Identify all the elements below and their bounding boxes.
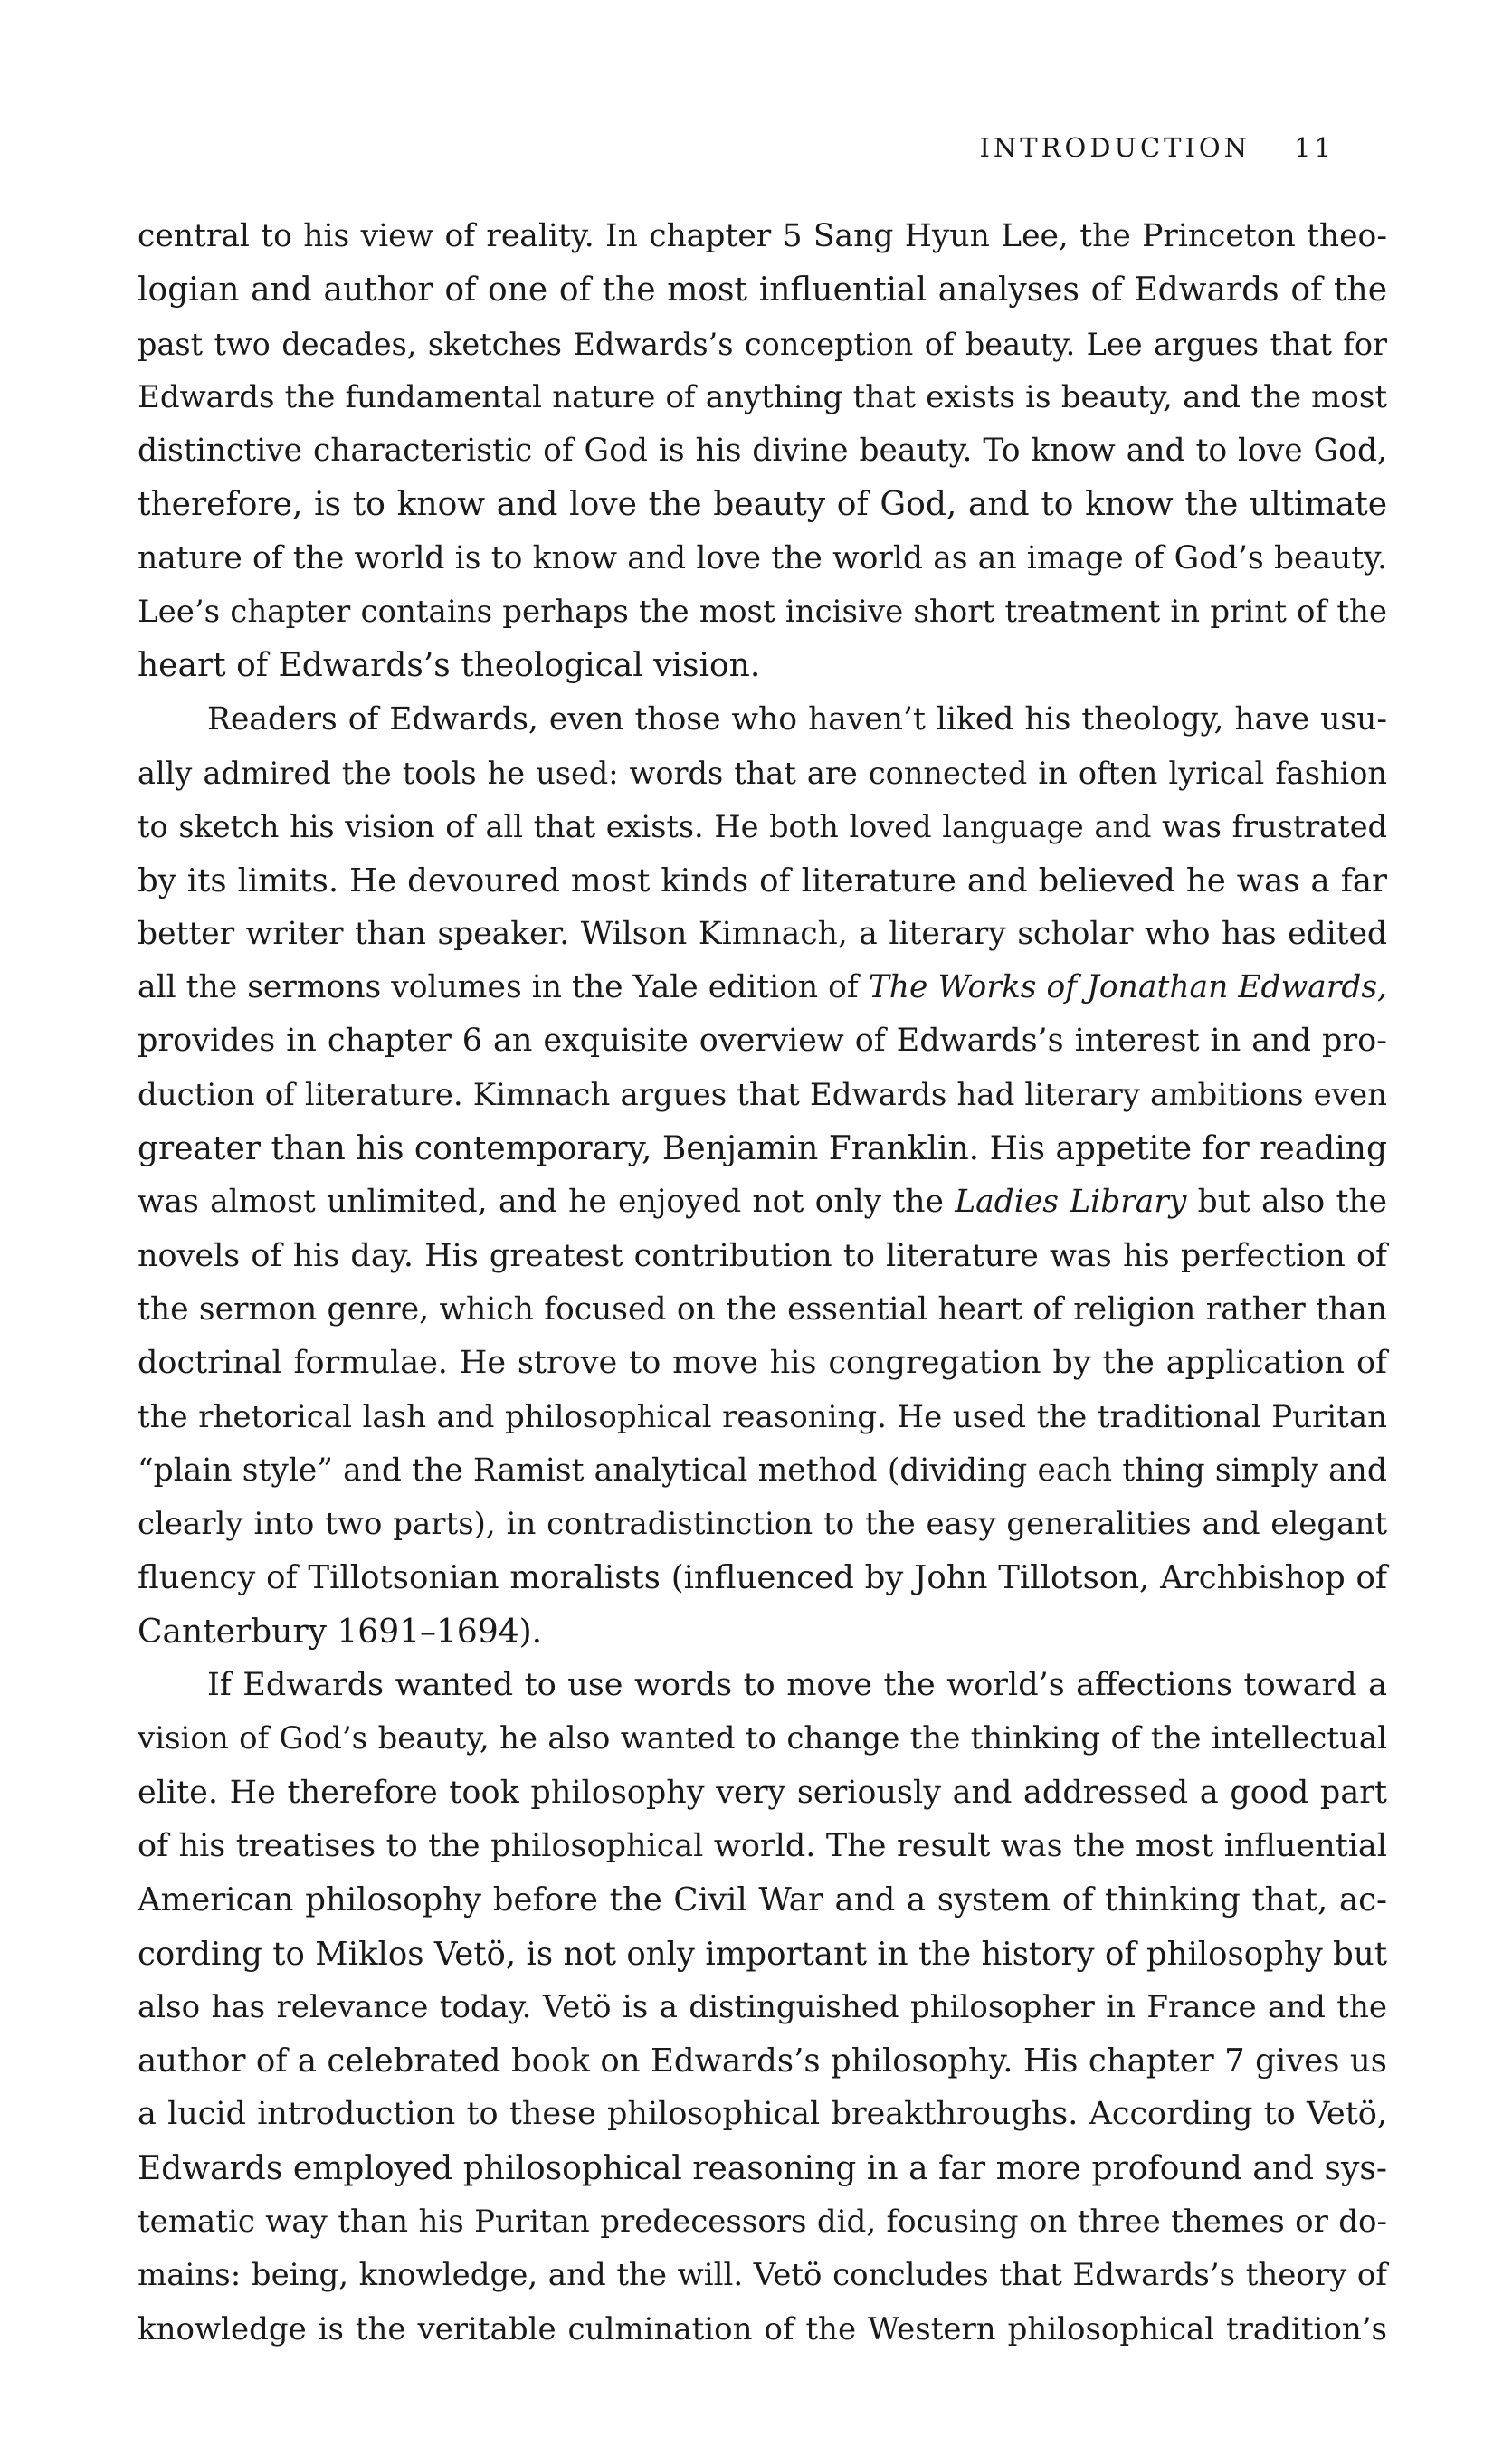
text-segment: was almost unlimited, and he enjoyed not only the — [138, 1184, 956, 1221]
text-line: therefore, is to know and love the beauty of God, and to know the ultimate — [138, 486, 1387, 524]
text-line: past two decades, sketches Edwards’s conception of beauty. Lee argues that for — [138, 326, 1387, 362]
paragraph-2 — [138, 693, 1387, 1659]
text-line: of his treatises to the philosophical world. The result was the most influential — [138, 1827, 1387, 1864]
italic-book-title: Ladies Library — [955, 1184, 1187, 1221]
text-line-with-italic — [138, 961, 1387, 1014]
text-line: knowledge is the veritable culmination of the Western philosophical tradition’s — [138, 2310, 1387, 2347]
page-number: 11 — [1294, 132, 1335, 163]
text-line-with-italic — [138, 1176, 1387, 1229]
paragraph-1 — [138, 210, 1387, 693]
text-line: novels of his day. His greatest contribution to literature was his perfection of — [138, 1237, 1387, 1274]
text-line: Readers of Edwards, even those who haven’t liked his theology, have usu- — [207, 700, 1387, 738]
running-head — [979, 132, 1335, 163]
paragraph-3 — [138, 1659, 1387, 2357]
text-line: vision of God’s beauty, he also wanted to change the thinking of the intellectual — [138, 1720, 1387, 1757]
text-line: provides in chapter 6 an exquisite overview of Edwards’s interest in and pro- — [138, 1023, 1387, 1060]
text-line: tematic way than his Puritan predecessors did, focusing on three themes or do- — [138, 2203, 1387, 2240]
text-line: the sermon genre, which focused on the essential heart of religion rather than — [138, 1290, 1387, 1328]
text-line: also has relevance today. Vetö is a distinguished philosopher in France and the — [138, 1988, 1387, 2025]
text-segment: but also the — [1186, 1184, 1387, 1221]
text-line: Canterbury 1691–1694). — [138, 1613, 543, 1651]
text-line: “plain style” and the Ramist analytical method (dividing each thing simply and — [138, 1452, 1387, 1489]
text-line: heart of Edwards’s theological vision. — [138, 647, 761, 685]
running-head-title: INTRODUCTION — [979, 132, 1251, 163]
italic-book-title: The Works of Jonathan Edwards, — [868, 969, 1387, 1006]
text-line: Lee’s chapter contains perhaps the most incisive short treatment in print of the — [138, 594, 1387, 631]
text-line: a lucid introduction to these philosophical breakthroughs. According to Vetö, — [138, 2096, 1387, 2133]
text-line: American philosophy before the Civil War and a system of thinking that, ac- — [138, 1881, 1387, 1919]
text-segment: all the sermons volumes in the Yale edition of — [138, 969, 869, 1006]
text-line: central to his view of reality. In chapter 5 Sang Hyun Lee, the Princeton theo- — [138, 218, 1387, 254]
text-line: logian and author of one of the most influential analyses of Edwards of the — [138, 271, 1387, 309]
text-line: ally admired the tools he used: words that are connected in often lyrical fashion — [138, 755, 1387, 791]
text-line: doctrinal formulae. He strove to move his congregation by the application of — [138, 1345, 1387, 1382]
text-line: mains: being, knowledge, and the will. Vetö concludes that Edwards’s theory of — [138, 2257, 1387, 2294]
text-line: greater than his contemporary, Benjamin Franklin. His appetite for reading — [138, 1130, 1387, 1168]
text-line: duction of literature. Kimnach argues that Edwards had literary ambitions even — [138, 1076, 1387, 1113]
text-line: Edwards the fundamental nature of anything that exists is beauty, and the most — [138, 378, 1387, 415]
body-text — [138, 210, 1387, 2357]
text-line: elite. He therefore took philosophy very seriously and addressed a good part — [138, 1774, 1387, 1811]
text-line: Edwards employed philosophical reasoning in a far more profound and sys- — [138, 2149, 1387, 2187]
text-line: better writer than speaker. Wilson Kimnach, a literary scholar who has edited — [138, 915, 1387, 952]
text-line: distinctive characteristic of God is his divine beauty. To know and to love God, — [138, 433, 1387, 470]
text-line: If Edwards wanted to use words to move the world’s affections toward a — [207, 1667, 1387, 1704]
text-line: fluency of Tillotsonian moralists (influenced by John Tillotson, Archbishop of — [138, 1559, 1387, 1597]
text-line: by its limits. He devoured most kinds of literature and believed he was a far — [138, 862, 1387, 900]
text-line: cording to Miklos Vetö, is not only important in the history of philosophy but — [138, 1935, 1387, 1973]
text-line: the rhetorical lash and philosophical reasoning. He used the traditional Puritan — [138, 1398, 1387, 1435]
text-line: clearly into two parts), in contradistinction to the easy generalities and elegant — [138, 1506, 1387, 1543]
text-line: author of a celebrated book on Edwards’s philosophy. His chapter 7 gives us — [138, 2042, 1387, 2080]
text-line: nature of the world is to know and love the world as an image of God’s beauty. — [138, 539, 1387, 576]
text-line: to sketch his vision of all that exists. He both loved language and was frustrated — [138, 809, 1387, 845]
